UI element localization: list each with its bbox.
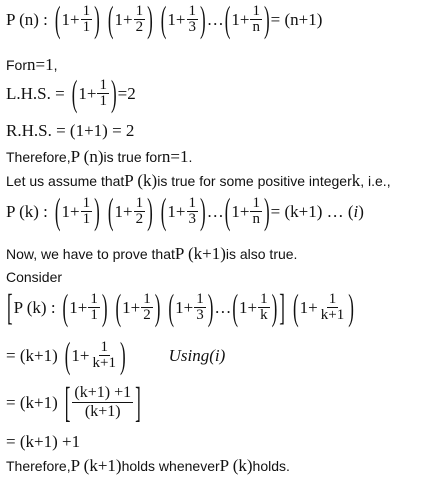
pn-equals: = (n+1) bbox=[270, 9, 323, 29]
fraction: $\frac{1}{n}$ bbox=[252, 195, 260, 227]
line-rhs: R.H.S. = (1+1) = 2 bbox=[6, 121, 135, 140]
fraction: $\frac{1}{1}$ bbox=[82, 195, 91, 227]
line-therefore-pn: Therefore, P (n) is true for n=1 . bbox=[6, 147, 193, 166]
line-lhs: L.H.S. = ( 1+ $\frac{1}{1}$ ) =2 bbox=[6, 72, 136, 115]
fraction: $\frac{1}{k+1}$ bbox=[92, 339, 116, 371]
line-pk-definition: P (k) : ( 1+ $\frac{1}{1}$ ) ( 1+ $\frac{1}{2}$ ) ( 1+ $\frac{1}{3}$ ) … ( 1+ $\frac{1}{n}$ ) = (k+1) … ( i ) bbox=[6, 190, 364, 233]
fraction: $\frac{1}{2}$ bbox=[135, 195, 144, 227]
fraction: $\frac{1}{k+1}$ bbox=[320, 291, 345, 323]
line-step3: = (k+1) +1 bbox=[6, 432, 81, 451]
line-conclusion: Therefore, P (k+1) holds whenever P (k) holds. bbox=[6, 456, 290, 475]
equation-label-i: i bbox=[353, 201, 359, 221]
line-step1: = (k+1) ( 1+ $\frac{1}{k+1}$ ) Using(i) bbox=[6, 334, 226, 377]
line-step2: = (k+1) [ $\frac{(k+1) +1}{(k+1)}$ ] bbox=[6, 378, 141, 427]
fraction: $\frac{1}{2}$ bbox=[143, 291, 151, 323]
fraction: $\frac{1}{n}$ bbox=[252, 3, 260, 35]
fraction: $\frac{1}{k}$ bbox=[260, 291, 268, 323]
line-consider: Consider bbox=[6, 269, 63, 285]
line-assume: Let us assume that P (k) is true for some positive integer k , i.e., bbox=[6, 171, 391, 190]
fraction: $\frac{1}{1}$ bbox=[99, 77, 107, 109]
fraction: $\frac{1}{3}$ bbox=[188, 3, 197, 35]
using-i-note: Using(i) bbox=[168, 345, 226, 365]
fraction: $\frac{1}{1}$ bbox=[82, 3, 91, 35]
line-product-k1: [ P (k) : ( 1+ $\frac{1}{1}$ ) ( 1+ $\frac{1}{2}$ ) ( 1+ $\frac{1}{3}$ ) … ( 1+ $\frac{1}{k}$ ) ] ( 1+ $\frac{1}{k+1}$ ) bbox=[7, 286, 354, 329]
fraction: $\frac{1}{3}$ bbox=[196, 291, 204, 323]
fraction: $\frac{1}{3}$ bbox=[188, 195, 197, 227]
line-now: Now, we have to prove that P (k+1) is also true. bbox=[6, 244, 298, 263]
fraction: $\frac{(k+1) +1}{(k+1)}$ bbox=[74, 384, 132, 420]
line-pn-definition: P (n) : ( 1+ $\frac{1}{1}$ ) ( 1+ $\frac{1}{2}$ ) ( 1+ $\frac{1}{3}$ ) … ( 1+ $\frac{1}{n}$ ) = (n+1) bbox=[6, 0, 323, 41]
fraction: $\frac{1}{1}$ bbox=[90, 291, 98, 323]
fraction: $\frac{1}{2}$ bbox=[135, 3, 144, 35]
line-for-n1: For n=1 , bbox=[6, 55, 58, 74]
pn-label: P (n) : bbox=[6, 9, 48, 29]
